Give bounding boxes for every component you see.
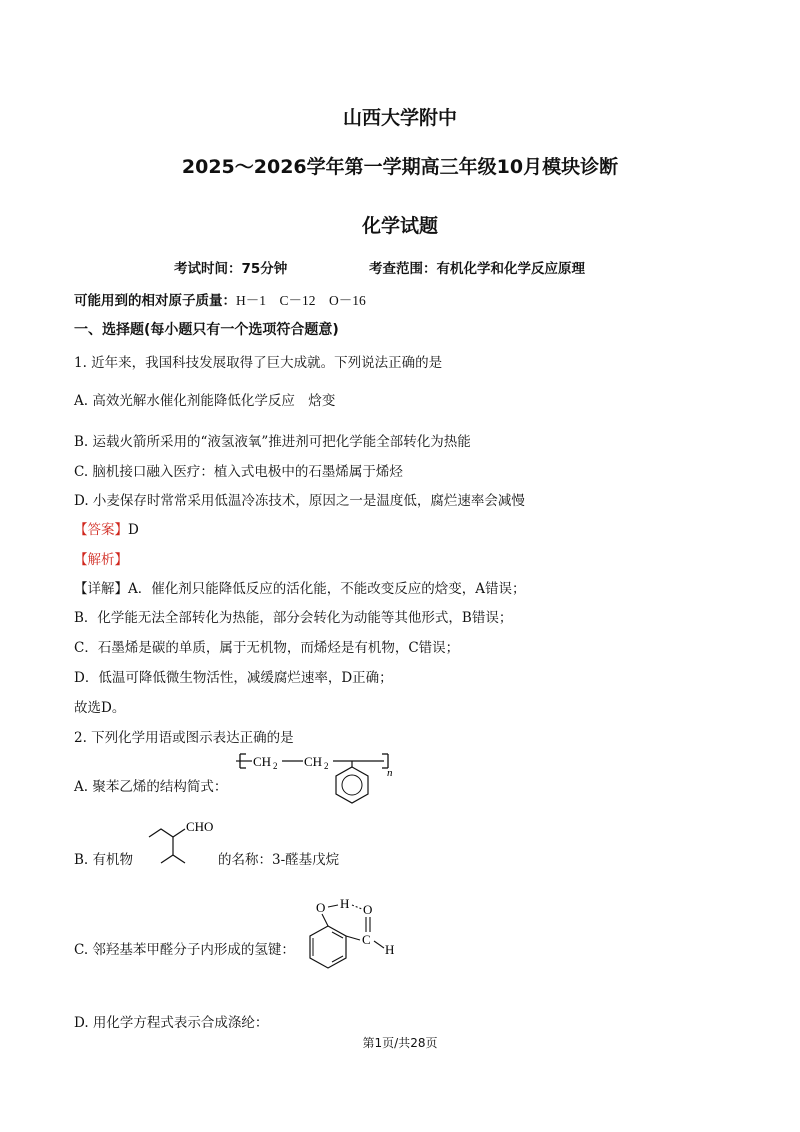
option-b-structure <box>145 815 225 873</box>
salicylaldehyde-structure <box>296 892 406 984</box>
q2-option-b-pre: B. 有机物 <box>74 852 134 868</box>
ch2-right: CH <box>304 754 323 769</box>
detail-tag: 【详解】 <box>74 581 128 597</box>
q1-option-a: A. 高效光解水催化剂能降低化学反应 焓变 <box>74 393 336 409</box>
section-title: 一、选择题(每小题只有一个选项符合题意) <box>74 322 339 338</box>
ch2-left-sub: 2 <box>273 761 278 771</box>
school-name: 山西大学附中 <box>342 107 457 129</box>
detail-text: A．催化剂只能降低反应的活化能，不能改变反应的焓变，A错误； <box>128 581 526 597</box>
q2-option-b-post: 的名称：3-醛基戊烷 <box>218 852 340 868</box>
q1-detail-line-2: B．化学能无法全部转化为热能，部分会转化为动能等其他形式，B错误； <box>74 610 513 626</box>
ch2-right-sub: 2 <box>324 761 329 771</box>
q1-answer <box>74 518 139 538</box>
q1-detail-line-4: D．低温可降低微生物活性，减缓腐烂速率，D正确； <box>74 670 393 686</box>
aldehyde-h: H <box>385 942 395 957</box>
ch2-left: CH <box>253 754 272 769</box>
polystyrene-structure <box>236 746 396 808</box>
answer-value: D <box>128 522 139 538</box>
q1-option-c: C. 脑机接口融入医疗：植入式电极中的石墨烯属于烯烃 <box>74 464 403 480</box>
q1-stem: 1. 近年来，我国科技发展取得了巨大成就。下列说法正确的是 <box>74 355 443 371</box>
q1-option-b: B. 运载火箭所采用的“液氢液氧”推进剂可把化学能全部转化为热能 <box>74 434 471 450</box>
carbonyl-c: C <box>362 932 371 947</box>
q2-stem: 2. 下列化学用语或图示表达正确的是 <box>74 730 294 746</box>
q2-option-a: A. 聚苯乙烯的结构简式： <box>74 779 228 795</box>
atomic-mass-label: 可能用到的相对原子质量： <box>74 293 236 309</box>
exam-scope: 考查范围：有机化学和化学反应原理 <box>369 261 585 277</box>
q1-detail-line-3: C．石墨烯是碳的单质，属于无机物，而烯烃是有机物，C错误； <box>74 640 460 656</box>
exam-time: 考试时间：75分钟 <box>174 261 288 277</box>
answer-tag: 【答案】 <box>74 522 128 538</box>
atomic-mass-values: H－1 C－12 O－16 <box>236 293 366 308</box>
q1-detail-line-5: 故选D。 <box>74 700 126 716</box>
subject-title: 化学试题 <box>361 215 438 237</box>
q2-option-d: D. 用化学方程式表示合成涤纶： <box>74 1015 269 1031</box>
page-number: 第1页/共28页 <box>362 1036 438 1050</box>
q2-option-c: C. 邻羟基苯甲醛分子内形成的氢键： <box>74 942 295 958</box>
q1-detail-line-1 <box>74 577 526 597</box>
exam-title: 2025～2026学年第一学期高三年级10月模块诊断 <box>181 156 619 178</box>
cho-label: CHO <box>186 819 214 834</box>
carbonyl-o: O <box>363 902 373 917</box>
repeat-n: n <box>387 767 393 779</box>
atomic-mass-line <box>74 289 366 309</box>
analysis-tag: 【解析】 <box>74 552 128 568</box>
hydroxyl-o: O <box>316 900 326 915</box>
q1-option-d: D. 小麦保存时常常采用低温冷冻技术，原因之一是温度低，腐烂速率会减慢 <box>74 493 525 509</box>
hydroxyl-h: H <box>340 896 350 911</box>
